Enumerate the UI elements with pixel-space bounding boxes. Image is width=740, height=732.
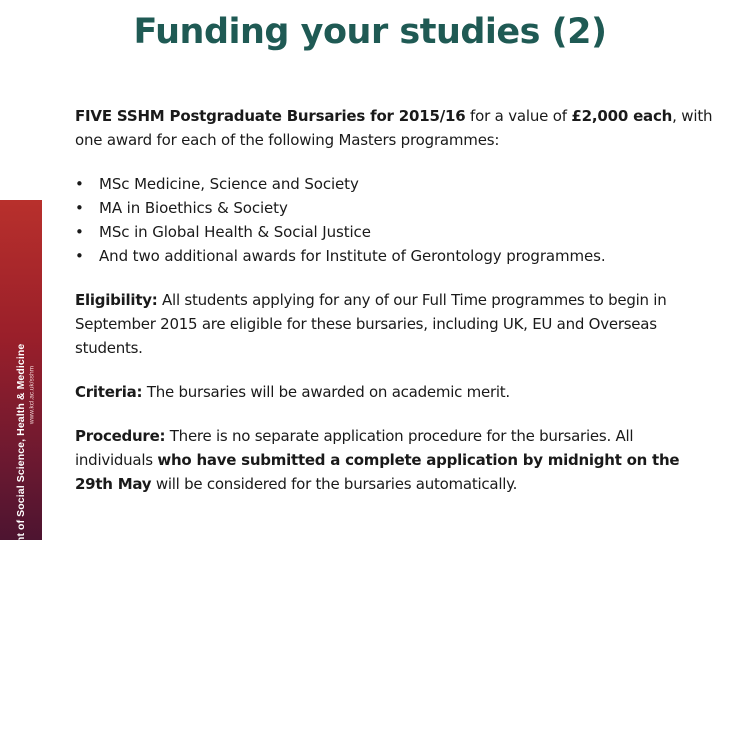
criteria-paragraph: Criteria: The bursaries will be awarded on academic merit. bbox=[75, 383, 510, 401]
criteria-label: Criteria: bbox=[75, 383, 143, 401]
page-title: Funding your studies (2) bbox=[133, 12, 607, 52]
kings-college-london-logo: KING'S College LONDON bbox=[2, 656, 40, 708]
eligibility-label: Eligibility: bbox=[75, 291, 158, 309]
bursary-count-text: FIVE SSHM Postgraduate Bursaries for 2015/16 bbox=[75, 107, 466, 125]
list-item: • MSc Medicine, Science and Society bbox=[75, 175, 359, 193]
department-url: www.kcl.ac.uk/sshm bbox=[28, 365, 36, 425]
procedure-paragraph: Procedure: There is no separate application procedure for the bursaries. All individuals who have submitted a complete application by midnight on the 29th May will be considered for the bursaries automatically. bbox=[75, 427, 680, 493]
intro-paragraph: FIVE SSHM Postgraduate Bursaries for 2015/16 for a value of £2,000 each, with one award for each of the following Masters programmes: bbox=[75, 107, 713, 149]
programme-list bbox=[75, 172, 715, 268]
list-item: • And two additional awards for Institute of Gerontology programmes. bbox=[75, 247, 606, 265]
bursary-amount: £2,000 each bbox=[571, 107, 673, 125]
department-name: Department of Social Science, Health & Medicine bbox=[15, 343, 27, 593]
list-item: • MSc in Global Health & Social Justice bbox=[75, 223, 371, 241]
department-side-band bbox=[0, 200, 42, 708]
slide-content bbox=[75, 104, 715, 496]
procedure-label: Procedure: bbox=[75, 427, 166, 445]
procedure-condition: who have submitted a complete application by midnight on the 29th May bbox=[75, 451, 680, 493]
eligibility-paragraph: Eligibility: All students applying for any of our Full Time programmes to begin in September 2015 are eligible for these bursaries, including UK, EU and Overseas students. bbox=[75, 291, 667, 357]
list-item: • MA in Bioethics & Society bbox=[75, 199, 288, 217]
